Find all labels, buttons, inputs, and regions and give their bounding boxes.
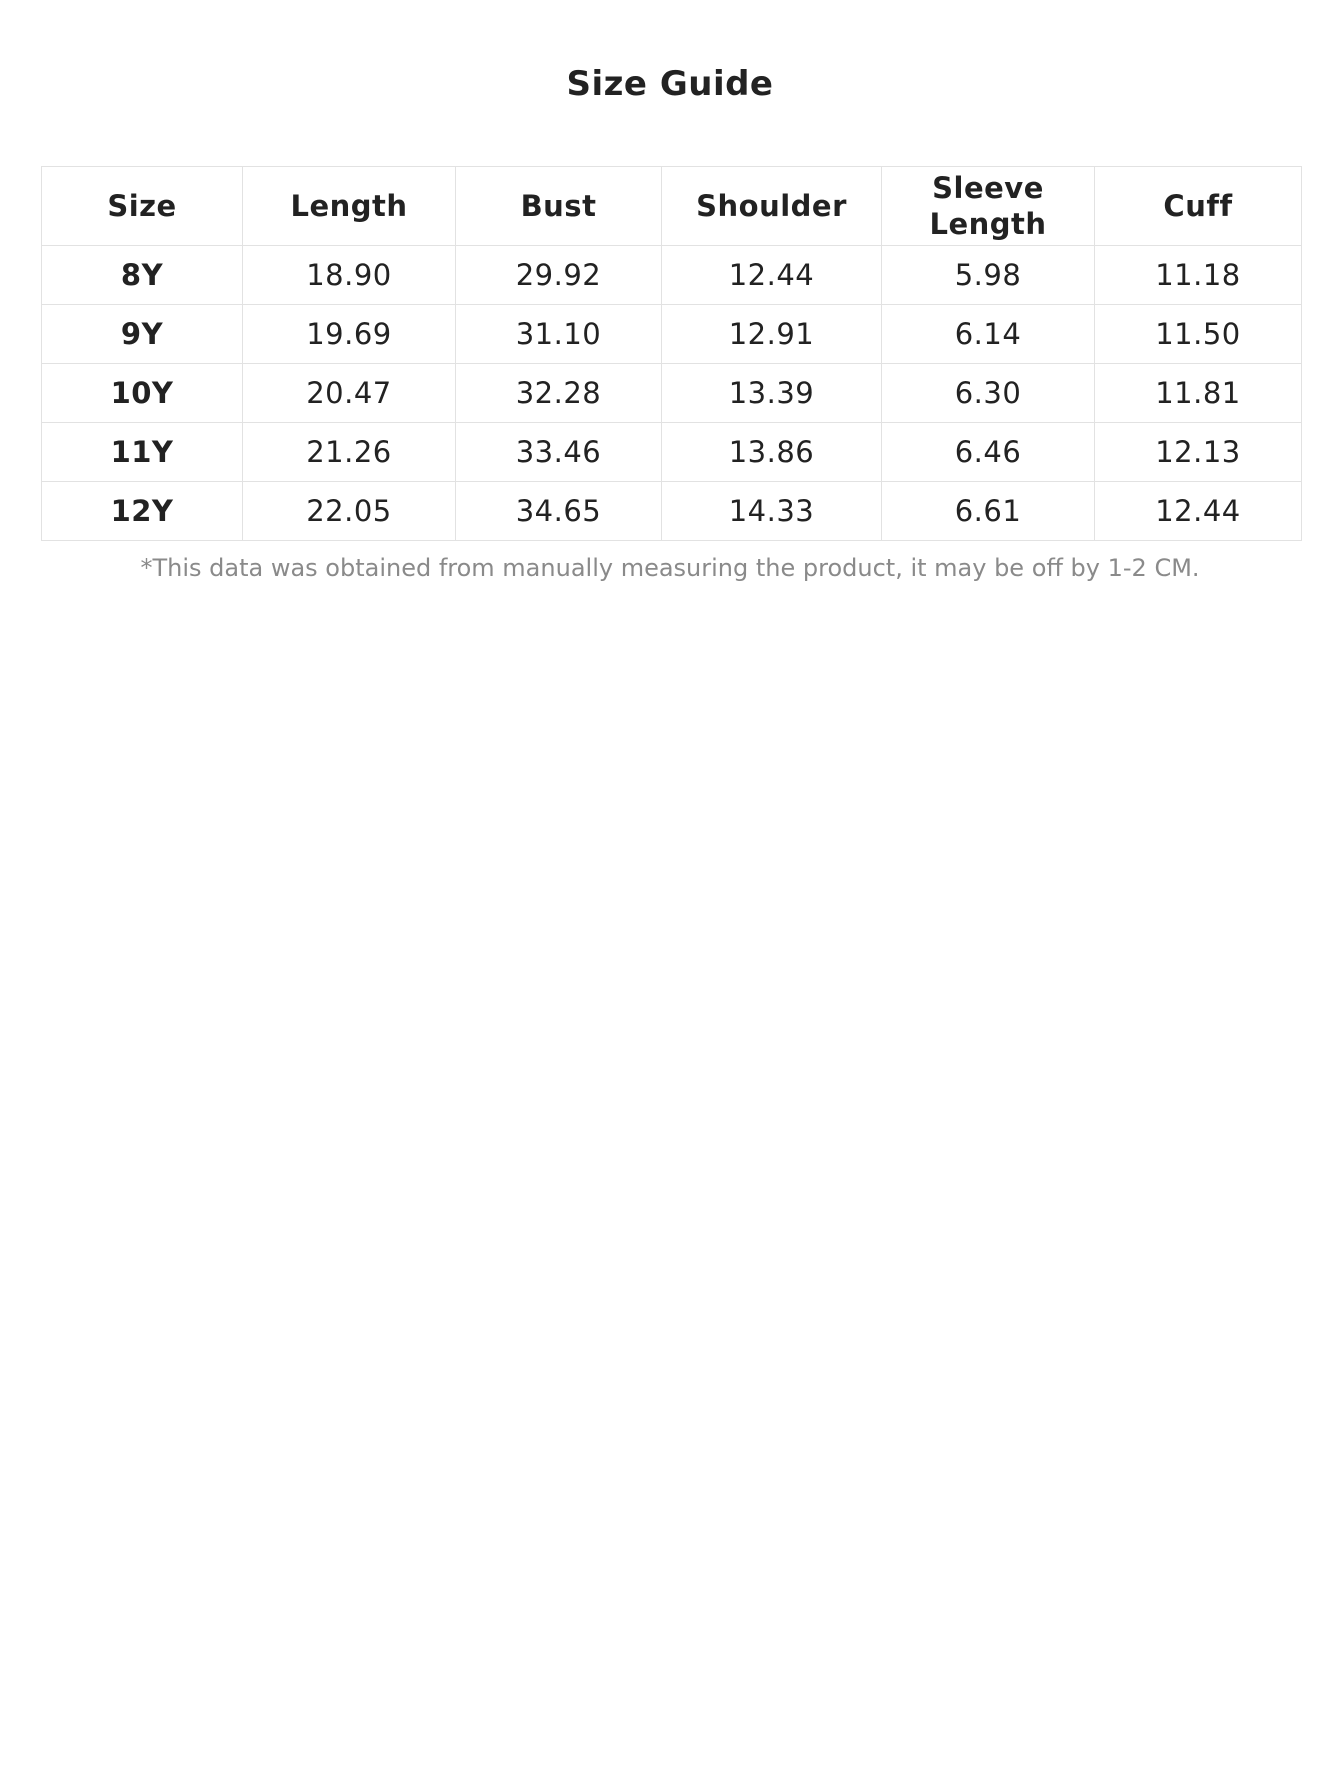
shoulder-cell: 12.91 — [662, 305, 882, 364]
table-row — [42, 423, 1302, 482]
bust-cell: 29.92 — [456, 246, 662, 305]
length-cell: 22.05 — [243, 482, 456, 541]
cuff-cell: 11.18 — [1095, 246, 1302, 305]
bust-cell: 31.10 — [456, 305, 662, 364]
table-row — [42, 246, 1302, 305]
page-title: Size Guide — [566, 64, 774, 104]
header-length: Length — [243, 167, 456, 246]
size-cell: 8Y — [42, 246, 243, 305]
size-cell: 11Y — [42, 423, 243, 482]
shoulder-cell: 14.33 — [662, 482, 882, 541]
table-row — [42, 305, 1302, 364]
bust-cell: 32.28 — [456, 364, 662, 423]
sleeve-length-cell: 6.14 — [882, 305, 1095, 364]
header-cuff: Cuff — [1095, 167, 1302, 246]
size-cell: 9Y — [42, 305, 243, 364]
sleeve-length-cell: 6.30 — [882, 364, 1095, 423]
cuff-cell: 11.50 — [1095, 305, 1302, 364]
shoulder-cell: 13.86 — [662, 423, 882, 482]
header-sleeve-length — [882, 167, 1095, 246]
table-header-row — [42, 167, 1302, 246]
header-shoulder: Shoulder — [662, 167, 882, 246]
shoulder-cell: 12.44 — [662, 246, 882, 305]
bust-cell: 33.46 — [456, 423, 662, 482]
length-cell: 19.69 — [243, 305, 456, 364]
cuff-cell: 12.13 — [1095, 423, 1302, 482]
length-cell: 18.90 — [243, 246, 456, 305]
sleeve-length-cell: 6.61 — [882, 482, 1095, 541]
shoulder-cell: 13.39 — [662, 364, 882, 423]
header-bust: Bust — [456, 167, 662, 246]
cuff-cell: 12.44 — [1095, 482, 1302, 541]
sleeve-length-cell: 6.46 — [882, 423, 1095, 482]
length-cell: 21.26 — [243, 423, 456, 482]
cuff-cell: 11.81 — [1095, 364, 1302, 423]
measurement-note: *This data was obtained from manually measuring the product, it may be off by 1-2 CM. — [140, 554, 1200, 582]
size-table — [41, 166, 1302, 541]
header-sleeve-length-label: Sleeve Length — [929, 171, 1047, 241]
bust-cell: 34.65 — [456, 482, 662, 541]
header-size: Size — [42, 167, 243, 246]
size-cell: 10Y — [42, 364, 243, 423]
size-cell: 12Y — [42, 482, 243, 541]
length-cell: 20.47 — [243, 364, 456, 423]
sleeve-length-cell: 5.98 — [882, 246, 1095, 305]
table-row — [42, 482, 1302, 541]
table-row — [42, 364, 1302, 423]
